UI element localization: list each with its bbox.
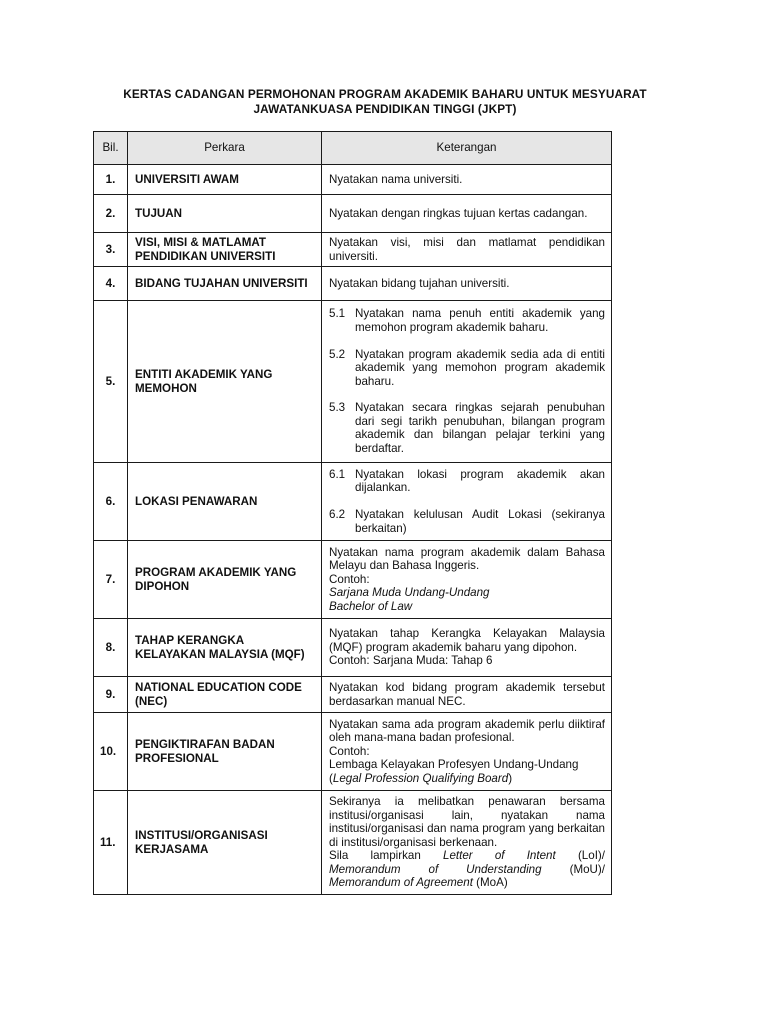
row-number: 9. — [94, 677, 128, 713]
row-perkara: NATIONAL EDUCATION CODE (NEC) — [128, 677, 322, 713]
table-row — [94, 463, 612, 541]
document-title — [90, 87, 680, 116]
contoh-text: Contoh: Sarjana Muda: Tahap 6 — [329, 654, 493, 668]
keterangan-text: Nyatakan tahap Kerangka Kelayakan Malaysia (MQF) program akademik baharu yang dipohon. — [329, 627, 605, 654]
sub-item-number: 6.2 — [329, 508, 346, 521]
sub-item-text: Nyatakan secara ringkas sejarah penubuhan dari segi tarikh penubuhan, bilangan program akademik dan bilangan pelajar terkini yang berdaftar. — [355, 401, 605, 456]
row-keterangan — [322, 233, 612, 267]
table-row — [94, 195, 612, 233]
sub-item-text: Nyatakan program akademik sedia ada di entiti akademik yang memohon program akademik baharu. — [355, 347, 605, 388]
sub-item-number: 5.1 — [329, 307, 346, 321]
sub-item-text: Nyatakan kelulusan Audit Lokasi (sekiranya berkaitan) — [355, 508, 605, 535]
example-english: (Legal Profession Qualifying Board) — [329, 771, 513, 785]
sub-item — [329, 307, 605, 334]
lampiran-line-2: Memorandum of Understanding (MoU)/ — [329, 862, 605, 876]
table-row — [94, 301, 612, 463]
header-bil: Bil. — [94, 132, 128, 165]
proposal-table — [93, 131, 612, 895]
table-row — [94, 677, 612, 713]
example-english: Bachelor of Law — [329, 599, 413, 613]
row-number: 10. — [94, 713, 128, 791]
row-number: 7. — [94, 541, 128, 619]
row-number: 11. — [94, 791, 128, 895]
title-line-1: KERTAS CADANGAN PERMOHONAN PROGRAM AKADEMIK BAHARU UNTUK MESYUARAT — [123, 87, 647, 101]
row-keterangan — [322, 541, 612, 619]
row-number: 1. — [94, 165, 128, 195]
sub-item — [329, 401, 605, 455]
table-header-row — [94, 132, 612, 165]
table-row — [94, 267, 612, 301]
row-keterangan — [322, 713, 612, 791]
sub-item — [329, 348, 605, 389]
row-perkara: UNIVERSITI AWAM — [128, 165, 322, 195]
row-keterangan: Nyatakan nama universiti. — [322, 165, 612, 195]
keterangan-text: Nyatakan sama ada program akademik perlu diiktiraf oleh mana-mana badan profesional. — [329, 717, 605, 745]
contoh-label: Contoh: — [329, 572, 370, 586]
table-row — [94, 165, 612, 195]
sub-item-number: 6.1 — [329, 467, 346, 481]
keterangan-text: Nyatakan nama program akademik dalam Bahasa Melayu dan Bahasa Inggeris. — [329, 545, 605, 573]
row-perkara: PROGRAM AKADEMIK YANG DIPOHON — [128, 541, 322, 619]
header-perkara: Perkara — [128, 132, 322, 165]
keterangan-text: Nyatakan kod bidang program akademik tersebut berdasarkan manual NEC. — [329, 680, 605, 708]
header-keterangan: Keterangan — [322, 132, 612, 165]
row-keterangan — [322, 677, 612, 713]
lampiran-line-3: Memorandum of Agreement (MoA) — [329, 876, 508, 890]
table-row — [94, 713, 612, 791]
row-perkara: BIDANG TUJAHAN UNIVERSITI — [128, 267, 322, 301]
row-perkara: PENGIKTIRAFAN BADAN PROFESIONAL — [128, 713, 322, 791]
row-number: 3. — [94, 233, 128, 267]
row-perkara: VISI, MISI & MATLAMAT PENDIDIKAN UNIVERSITI — [128, 233, 322, 267]
sub-item-text: Nyatakan nama penuh entiti akademik yang memohon program akademik baharu. — [355, 307, 605, 334]
row-number: 6. — [94, 463, 128, 541]
row-keterangan — [322, 195, 612, 233]
row-keterangan — [322, 791, 612, 895]
row-keterangan: Nyatakan bidang tujahan universiti. — [322, 267, 612, 301]
row-number: 2. — [94, 195, 128, 233]
row-number: 8. — [94, 619, 128, 677]
row-number: 4. — [94, 267, 128, 301]
row-perkara: TUJUAN — [128, 195, 322, 233]
sub-item-number: 5.3 — [329, 401, 346, 415]
table-row — [94, 791, 612, 895]
keterangan-text: Nyatakan visi, misi dan matlamat pendidikan universiti. — [329, 235, 605, 263]
title-line-2: JAWATANKUASA PENDIDIKAN TINGGI (JKPT) — [253, 101, 517, 116]
sub-item-text: Nyatakan lokasi program akademik akan dijalankan. — [355, 467, 605, 495]
row-perkara: INSTITUSI/ORGANISASI KERJASAMA — [128, 791, 322, 895]
example-malay: Lembaga Kelayakan Profesyen Undang-Undang — [329, 758, 579, 772]
table-row — [94, 541, 612, 619]
keterangan-text: Nyatakan dengan ringkas tujuan kertas cadangan. — [329, 206, 588, 220]
contoh-label: Contoh: — [329, 744, 370, 758]
row-keterangan — [322, 463, 612, 541]
example-malay: Sarjana Muda Undang-Undang — [329, 586, 490, 600]
sub-item — [329, 508, 605, 535]
row-perkara: TAHAP KERANGKA KELAYAKAN MALAYSIA (MQF) — [128, 619, 322, 677]
row-number: 5. — [94, 301, 128, 463]
lampiran-line-1: Sila lampirkan Letter of Intent (LoI)/ — [329, 849, 605, 863]
row-keterangan — [322, 301, 612, 463]
sub-item — [329, 468, 605, 495]
sub-item-number: 5.2 — [329, 347, 346, 361]
row-perkara: LOKASI PENAWARAN — [128, 463, 322, 541]
keterangan-text: Sekiranya ia melibatkan penawaran bersama institusi/organisasi lain, nyatakan nama institusi/organisasi dan nama program yang berkaitan di institusi/organisasi berkenaan. — [329, 794, 605, 849]
table-row — [94, 233, 612, 267]
row-perkara: ENTITI AKADEMIK YANG MEMOHON — [128, 301, 322, 463]
row-keterangan — [322, 619, 612, 677]
table-row — [94, 619, 612, 677]
